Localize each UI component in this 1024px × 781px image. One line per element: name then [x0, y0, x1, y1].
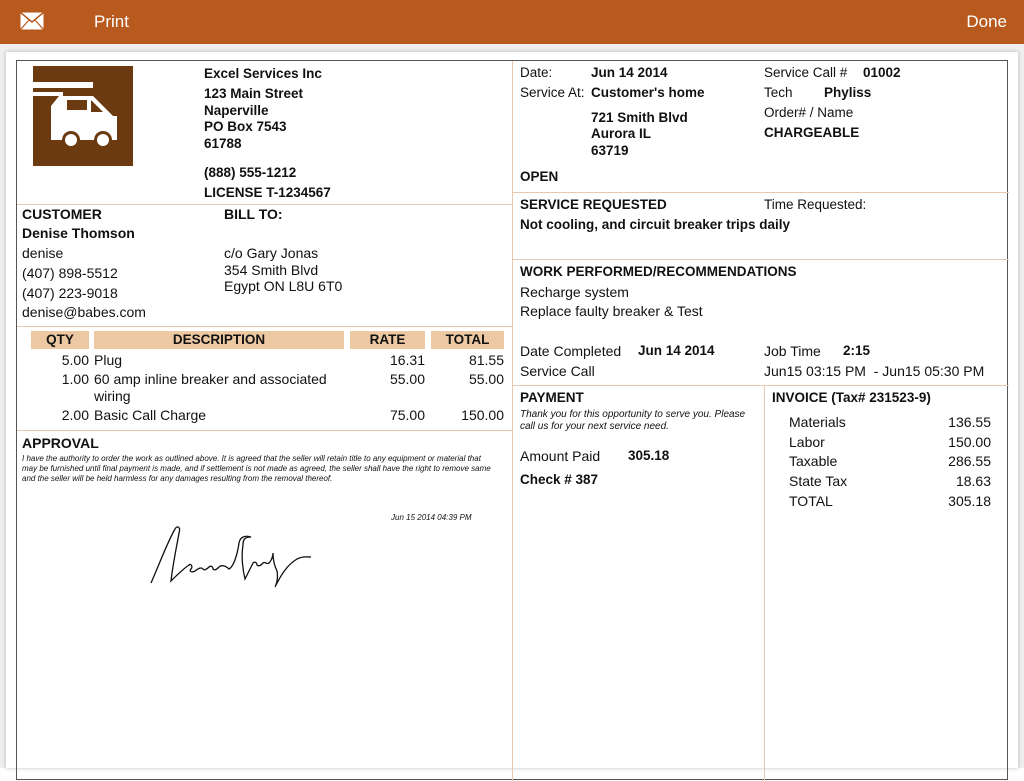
service-requested-heading: SERVICE REQUESTED [520, 197, 667, 212]
approval-text: I have the authority to order the work as outlined above. It is agreed that the seller will retain title to any equipment or material that may be furnished until final payment is made, and if settlement is not made as agreed, the seller shall have the right to remove same and the seller will be held harmless for any damages resulting from the removal thereof. [22, 454, 491, 483]
top-toolbar [0, 0, 1024, 44]
divider [17, 204, 512, 205]
signature-timestamp: Jun 15 2014 04:39 PM [391, 513, 472, 522]
customer-username: denise [22, 245, 64, 261]
print-button[interactable]: Print [94, 12, 129, 31]
service-zip: 63719 [591, 143, 629, 158]
qty-header: QTY [31, 331, 89, 349]
item-qty: 1.00 [61, 371, 89, 387]
invoice-heading: INVOICE (Tax# 231523-9) [772, 390, 931, 405]
service-at-label: Service At: [520, 85, 585, 100]
divider [17, 326, 512, 327]
date-label: Date: [520, 65, 553, 80]
date-completed-label: Date Completed [520, 343, 622, 359]
total-header: TOTAL [431, 331, 504, 349]
item-rate: 75.00 [389, 407, 425, 423]
service-requested-description: Not cooling, and circuit breaker trips daily [520, 217, 791, 232]
item-total: 55.00 [468, 371, 504, 387]
time-requested-label: Time Requested: [764, 197, 867, 212]
invoice-value-taxable: 286.55 [948, 453, 991, 469]
description-header: DESCRIPTION [94, 331, 344, 349]
bill-to-line-2: 354 Smith Blvd [224, 262, 319, 278]
item-qty: 2.00 [61, 407, 89, 423]
customer-name: Denise Thomson [22, 225, 135, 241]
bill-to-line-1: c/o Gary Jonas [224, 245, 319, 261]
service-call-number-label: Service Call # [764, 65, 848, 80]
company-city: Naperville [204, 103, 269, 118]
customer-email[interactable]: denise@babes.com [22, 304, 146, 320]
invoice-label-materials: Materials [789, 414, 846, 430]
payment-heading: PAYMENT [520, 390, 584, 405]
amount-paid-label: Amount Paid [520, 448, 601, 464]
invoice-label-taxable: Taxable [789, 453, 838, 469]
amount-paid: 305.18 [628, 448, 670, 463]
service-call-label: Service Call [520, 363, 595, 379]
job-time: 2:15 [843, 343, 871, 358]
item-rate: 55.00 [389, 371, 425, 387]
job-time-label: Job Time [764, 343, 821, 359]
customer-heading: CUSTOMER [22, 206, 102, 222]
bill-to-heading: BILL TO: [224, 206, 283, 222]
call-status: OPEN [520, 169, 559, 184]
company-street: 123 Main Street [204, 86, 304, 101]
work-line-1: Recharge system [520, 284, 629, 300]
column-divider [512, 61, 513, 781]
invoice-divider [764, 385, 765, 781]
tech-name: Phyliss [824, 85, 872, 100]
company-license: LICENSE T-1234567 [204, 185, 331, 200]
mail-icon[interactable] [20, 12, 44, 30]
payment-message: Thank you for this opportunity to serve you. Please call us for your next service need. [520, 409, 746, 432]
company-po-box: PO Box 7543 [204, 119, 287, 134]
item-total: 150.00 [461, 407, 504, 423]
divider [512, 192, 1009, 193]
tech-label: Tech [764, 85, 793, 100]
invoice-label-labor: Labor [789, 434, 825, 450]
service-street: 721 Smith Blvd [591, 110, 688, 125]
rate-header: RATE [350, 331, 425, 349]
item-description: 60 amp inline breaker and associated [94, 371, 327, 387]
invoice-label-total: TOTAL [789, 493, 833, 509]
service-city: Aurora IL [591, 126, 652, 141]
customer-phone-1[interactable]: (407) 898-5512 [22, 265, 118, 281]
bill-to-line-3: Egypt ON L8U 6T0 [224, 278, 343, 294]
service-call-window: Jun15 03:15 PM - Jun15 05:30 PM [764, 363, 985, 379]
service-invoice-document [16, 60, 1008, 780]
invoice-value-labor: 150.00 [948, 434, 991, 450]
divider [17, 430, 512, 431]
item-description: Basic Call Charge [94, 407, 207, 423]
check-number: Check # 387 [520, 472, 599, 487]
item-qty: 5.00 [61, 352, 89, 368]
call-date: Jun 14 2014 [591, 65, 668, 80]
work-performed-heading: WORK PERFORMED/RECOMMENDATIONS [520, 264, 797, 279]
invoice-label-state-tax: State Tax [789, 473, 848, 489]
divider [512, 259, 1009, 260]
divider [512, 385, 1009, 386]
company-phone: (888) 555-1212 [204, 165, 297, 180]
service-van-icon [33, 66, 133, 166]
order-value: CHARGEABLE [764, 125, 860, 140]
item-total: 81.55 [468, 352, 504, 368]
invoice-value-materials: 136.55 [948, 414, 991, 430]
customer-signature [147, 523, 312, 589]
customer-phone-2[interactable]: (407) 223-9018 [22, 285, 118, 301]
order-label: Order# / Name [764, 105, 854, 120]
item-rate: 16.31 [389, 352, 425, 368]
work-line-2: Replace faulty breaker & Test [520, 303, 703, 319]
service-location: Customer's home [591, 85, 705, 100]
date-completed: Jun 14 2014 [638, 343, 715, 358]
done-button[interactable]: Done [966, 12, 1007, 31]
approval-heading: APPROVAL [22, 435, 99, 451]
invoice-value-state-tax: 18.63 [955, 473, 991, 489]
service-call-number: 01002 [863, 65, 901, 80]
company-name: Excel Services Inc [204, 66, 322, 81]
company-zip: 61788 [204, 136, 242, 151]
invoice-value-total: 305.18 [948, 493, 991, 509]
item-description: Plug [94, 352, 123, 368]
item-description-continued: wiring [94, 388, 131, 404]
